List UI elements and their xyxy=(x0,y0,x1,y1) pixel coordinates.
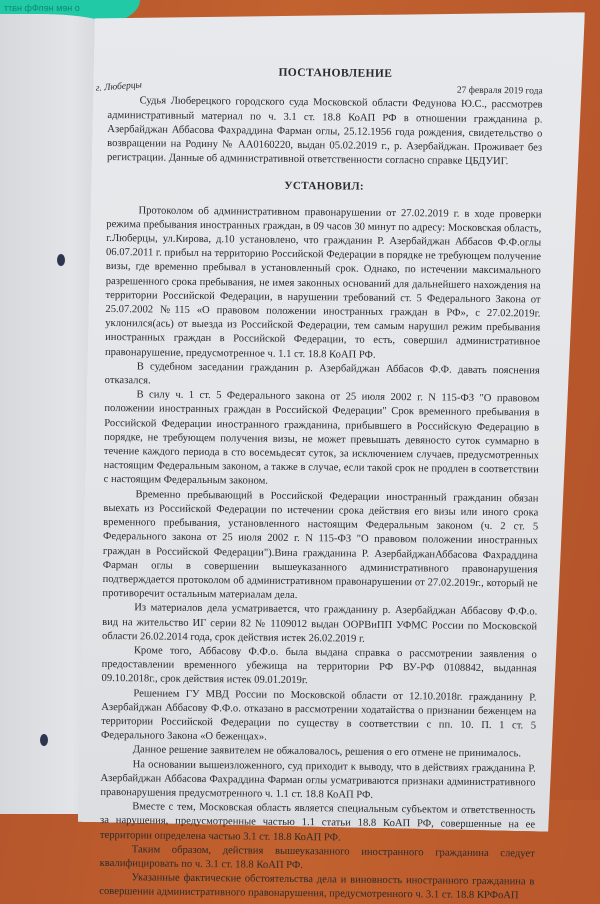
paragraph: Кроме того, Аббасову Ф.Ф.о. была выдана справка о рассмотрении заявления о предоставлении временного убежища на территории РФ ВУ-РФ 0108842, выданная 09.10.2018г., срок действия истек 09.01.2019г. xyxy=(101,645,537,687)
paragraph: В судебном заседании гражданин р. Азербайджан Аббасов Ф.Ф. давать пояснения отказался. xyxy=(104,361,540,387)
paragraph: Данное решение заявителем не обжаловалось, решения о его отмене не принималось. xyxy=(132,744,522,760)
intro-paragraph: Судья Люберецкого городского суда Московской области Федунова Ю.С., рассмотрев административный материал по ч. 3.1 ст. 18.8 КоАП РФ в отношении гражданина р. Азербайджан Аббасова Фахраддина Фарман оглы, 25.12.1956 года рождения, свидетельство о возвращении на Родину № АА0160220, выдан 05.02.2019 г., р. Азербайджан. Проживает без регистрации. Данные об административной ответственности согласно справке ЦБДУИГ. xyxy=(106,95,543,168)
document-date: 27 февраля 2019 года xyxy=(456,85,543,97)
paragraph: Таким образом, действия вышеуказанного иностранного гражданина следует квалифицировать по ч. 3.1 ст. 18.8 КоАП РФ. xyxy=(99,844,535,872)
paragraph: Из материалов дела усматривается, что гражданину р. Азербайджан Аббасову Ф.Ф.о. вид на жительство ИГ серии 82 № 1109012 выдан ООРВиПП УФМС России по Московской области 26.02.2014 года, срок действия истек 26.02.2019 г. xyxy=(101,602,538,645)
teal-folder-text: о нем непФф натт xyxy=(4,3,80,13)
paragraph: Временно пребывающий в Российской Федерации иностранный гражданин обязан выехать из Российской Федерации по истечении срока действия его визы или иного срока временного пребывания, установленного настоящим Федеральным законом (ч. 2 ст. 5 Федерального закона от 25 июля 2002 г. N 115-ФЗ "О правовом положении иностранных граждан в Российской Федерации").Вина гражданина Р. АзербайджанАббасова Фахраддина Фарман оглы в совершении вышеуказанного административного правонарушения подтверждается протоколом об административном правонарушении от 27.02.2019г., который не противоречит остальным материалам дела. xyxy=(102,488,539,602)
city: г. Люберцы xyxy=(95,80,143,95)
paragraph: Вместе с тем, Московская область является специальным субъектом и ответственность за нарушения, предусмотренные частью 1.1 статьи 18.8 КоАП РФ, совершенные на ее территории определена частью 3.1 ст. 18.8 КоАП РФ. xyxy=(99,801,536,844)
binder-hole-icon xyxy=(57,254,65,266)
paragraph: В силу ч. 1 ст. 5 Федерального закона от 25 июля 2002 г. N 115-ФЗ "О правовом положении иностранных граждан в Российской Федерации" Срок временного пребывания в Российской Федерации иностранного гражданина, прибывшего в Российскую Федерацию в порядке, не требующем получения визы, не может превышать девяносто суток суммарно в течение каждого периода в сто восемьдесят суток, за исключением случаев, предусмотренных настоящим Федеральным законом, а также в случае, если такой срок не продлен в соответствии с настоящим Федеральным законом. xyxy=(103,389,540,488)
binder-hole-icon xyxy=(40,734,48,746)
paragraph: Решением ГУ МВД России по Московской области от 12.10.2018г. гражданину Р. Азербайджан Аббасову Ф.Ф.о. отказано в рассмотрении ходатайства о признании беженцем на территории Российской Федерации по существу в соответствии с пп. 10. П. 1 ст. 5 Федерального Закона «О беженцах». xyxy=(100,687,537,743)
paragraph: Указанные фактические обстоятельства дела и виновность иностранного гражданина в совершении административного правонарушения, предусмотренного ч. 3.1 ст. 18.8 КРФоАП xyxy=(99,872,535,902)
document-title: ПОСТАНОВЛЕНИЕ xyxy=(278,66,393,80)
document-body xyxy=(95,64,543,904)
paragraph: На основании вышеизложенного, суд приходит к выводу, что в действиях гражданина Р. Азербайджан Аббасова Фахраддина Фарман оглы усматриваются признаки административного правонарушения предусмотренного ч. 1.1 ст. 18.8 КоАП РФ. xyxy=(100,758,536,801)
section-title: УСТАНОВИЛ: xyxy=(284,180,365,194)
paragraph: Протоколом об административном правонарушении от 27.02.2019 г. в ходе проверки режима пребывания иностранных граждан, в 09 часов 30 минут по адресу: Московская область, г.Люберцы, ул.Кирова, д.10 установлено, что гражданин Р. Азербайджан Аббасов Ф.Ф.оглы 06.07.2011 г. прибыл на территорию Российской Федерации в порядке не требующем получение визы, где временно пребывал в установленный срок. Однако, по истечении максимального разрешенного срока пребывания, не имея законных оснований для дальнейшего нахождения на территории Российской Федерации, в нарушении требований ст. 5 Федерального Закона от 25.07.2002 №115 «О правовом положении иностранных граждан в РФ», с 27.02.2019г. уклонился(ась) от выезда из Российской Федерации, тем самым нарушил режим пребывания иностранных граждан в Российской Федерации, то есть, совершил административное правонарушение, предусмотренное ч. 1.1 ст. 18.8 КоАП РФ. xyxy=(104,204,542,361)
